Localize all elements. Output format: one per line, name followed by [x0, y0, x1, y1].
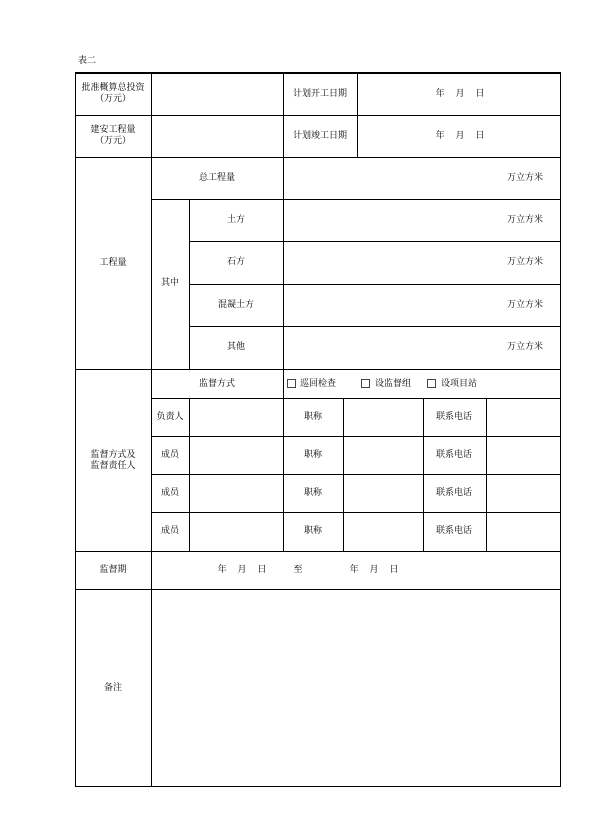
table-caption: 表二: [78, 56, 97, 66]
phone-label: 联系电话: [435, 450, 473, 460]
col-divider: [486, 398, 487, 551]
approved-investment-label: 批准概算总投资 （万元）: [81, 83, 145, 104]
period-label: 监督期: [99, 565, 127, 575]
person-role: 负责人: [156, 412, 184, 422]
patrol-inspection-label: 巡回检查: [300, 379, 337, 389]
total-quantity-label: 总工程量: [198, 173, 236, 183]
person-role: 成员: [160, 526, 180, 536]
title-label: 职称: [303, 526, 323, 536]
col-divider: [343, 398, 344, 551]
phone-label: 联系电话: [435, 412, 473, 422]
of-which-label: 其中: [160, 278, 180, 288]
construction-volume-label: 建安工程量 （万元）: [90, 125, 136, 146]
col-divider: [189, 199, 190, 369]
border-left: [75, 72, 76, 787]
row-divider: [75, 551, 561, 552]
concrete-label: 混凝土方: [217, 300, 255, 310]
col-divider: [357, 72, 358, 157]
project-station-checkbox[interactable]: [427, 379, 436, 388]
label-column-divider: [151, 72, 152, 787]
planned-start-date-field[interactable]: 年 月 日: [435, 89, 485, 99]
total-quantity-unit: 万立方米: [506, 173, 543, 183]
project-station-label: 设项目站: [441, 379, 478, 389]
other-label: 其他: [226, 342, 246, 352]
row-divider: [75, 369, 561, 370]
earthwork-unit: 万立方米: [506, 215, 543, 225]
row-divider: [189, 284, 561, 285]
row-divider: [75, 157, 561, 158]
planned-start-label: 计划开工日期: [292, 89, 348, 99]
phone-label: 联系电话: [435, 488, 473, 498]
row-divider: [151, 398, 561, 399]
remarks-field[interactable]: [156, 596, 554, 780]
col-divider: [283, 157, 284, 369]
supervision-group-label: 设监督组: [375, 379, 412, 389]
row-divider: [75, 589, 561, 590]
person-role: 成员: [160, 488, 180, 498]
person-role: 成员: [160, 450, 180, 460]
row-divider: [189, 241, 561, 242]
row-divider: [151, 436, 561, 437]
title-label: 职称: [303, 450, 323, 460]
row-divider: [151, 474, 561, 475]
period-from-date[interactable]: 年 月 日: [217, 565, 267, 575]
rockwork-label: 石方: [226, 257, 246, 267]
col-divider: [423, 398, 424, 551]
supervision-method-label: 监督方式: [198, 379, 236, 389]
phone-label: 联系电话: [435, 526, 473, 536]
col-divider: [283, 72, 284, 157]
title-label: 职称: [303, 412, 323, 422]
row-divider: [151, 512, 561, 513]
border-bottom: [75, 786, 561, 787]
planned-finish-date-field[interactable]: 年 月 日: [435, 131, 485, 141]
patrol-inspection-checkbox[interactable]: [287, 379, 296, 388]
row-divider: [189, 326, 561, 327]
remarks-label: 备注: [103, 683, 123, 693]
concrete-unit: 万立方米: [506, 300, 543, 310]
border-right: [560, 72, 561, 787]
quantities-label: 工程量: [99, 258, 127, 268]
earthwork-label: 土方: [226, 215, 246, 225]
supervision-label: 监督方式及 监督责任人: [90, 450, 136, 471]
border-top: [75, 72, 561, 74]
period-to-date[interactable]: 年 月 日: [349, 565, 399, 575]
period-to-word: 至: [293, 565, 303, 575]
supervision-group-checkbox[interactable]: [361, 379, 370, 388]
other-unit: 万立方米: [506, 342, 543, 352]
rockwork-unit: 万立方米: [506, 257, 543, 267]
col-divider: [283, 369, 284, 551]
row-divider: [75, 115, 561, 116]
row-divider: [151, 199, 561, 200]
planned-finish-label: 计划竣工日期: [292, 131, 348, 141]
title-label: 职称: [303, 488, 323, 498]
col-divider: [189, 398, 190, 551]
